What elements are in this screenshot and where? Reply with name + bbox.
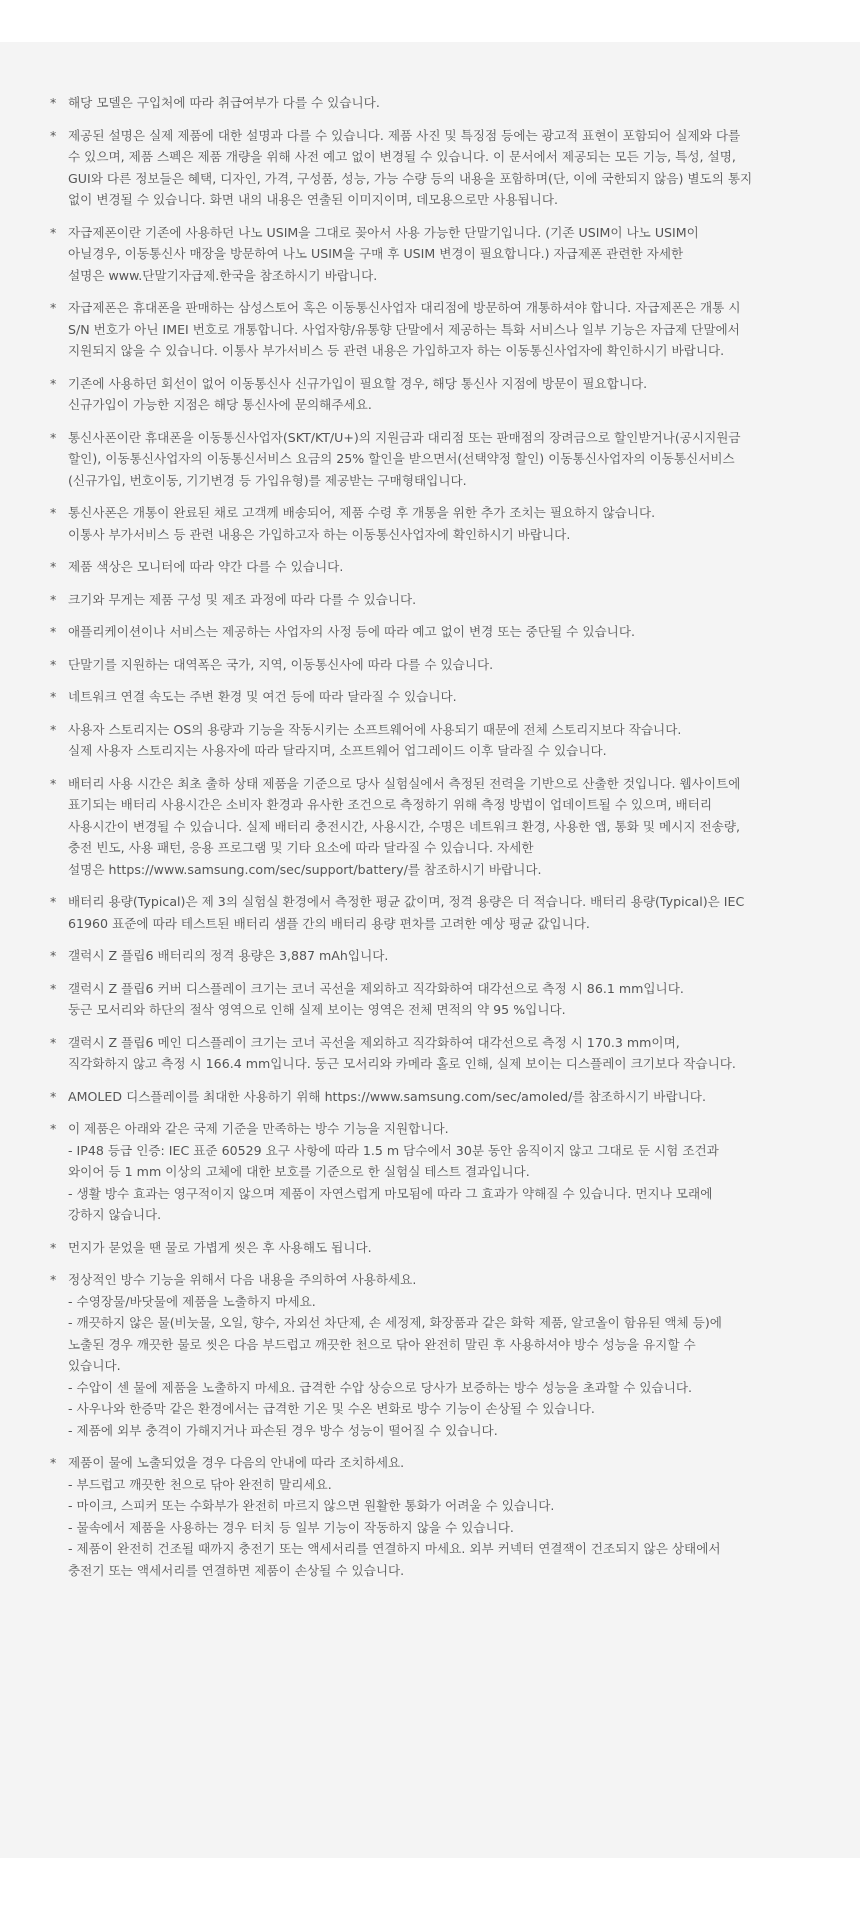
disclaimer-note	[50, 502, 820, 545]
disclaimer-line: 배터리 사용 시간은 최초 출하 상태 제품을 기준으로 당사 실험실에서 측정된 전력을 기반으로 산출한 것입니다. 웹사이트에	[68, 775, 741, 791]
disclaimer-line: 신규가입이 가능한 지점은 해당 통신사에 문의해주세요.	[68, 397, 372, 412]
disclaimer-note	[50, 427, 820, 492]
disclaimer-line: - 마이크, 스피커 또는 수화부가 완전히 마르지 않으면 원활한 통화가 어려울 수 있습니다.	[68, 1498, 555, 1513]
disclaimer-line: S/N 번호가 아닌 IMEI 번호로 개통합니다. 사업자향/유통향 단말에서 제공하는 특화 서비스나 일부 기능은 자급제 단말에서	[68, 321, 740, 337]
bullet-asterisk: *	[50, 1121, 57, 1136]
disclaimer-note	[50, 719, 820, 762]
disclaimer-line: 강하지 않습니다.	[68, 1207, 162, 1222]
disclaimer-note	[50, 1086, 820, 1108]
disclaimer-line: 할인), 이동통신사업자의 이동통신서비스 요금의 25% 할인을 받으면서(선택약정 할인) 이동통신사업자의 이동통신서비스	[68, 451, 735, 466]
disclaimer-note	[50, 1118, 820, 1226]
disclaimer-line: 표기되는 배터리 사용시간은 소비자 환경과 유사한 조건으로 측정하기 위해 측정 방법이 업데이트될 수 있으며, 배터리	[68, 797, 712, 812]
disclaimer-line: 있습니다.	[68, 1358, 121, 1373]
disclaimer-note	[50, 125, 820, 211]
disclaimer-line: 노출된 경우 깨끗한 물로 씻은 다음 부드럽고 깨끗한 천으로 닦아 완전히 말린 후 사용하셔야 방수 성능을 유지할 수	[68, 1336, 696, 1352]
bullet-asterisk: *	[50, 559, 57, 574]
disclaimer-note	[50, 621, 820, 643]
disclaimer-line: 애플리케이션이나 서비스는 제공하는 사업자의 사정 등에 따라 예고 없이 변경 또는 중단될 수 있습니다.	[68, 624, 635, 639]
disclaimer-line: 61960 표준에 따라 테스트된 배터리 샘플 간의 배터리 용량 편차를 고려한 예상 평균 값입니다.	[68, 915, 590, 931]
disclaimer-line: 직각화하지 않고 측정 시 166.4 mm입니다. 둥근 모서리와 카메라 홀로 인해, 실제 보이는 디스플레이 크기보다 작습니다.	[68, 1056, 736, 1071]
bullet-asterisk: *	[50, 894, 57, 909]
disclaimer-line: 둥근 모서리와 하단의 절삭 영역으로 인해 실제 보이는 영역은 전체 면적의 약 95 %입니다.	[68, 1002, 566, 1017]
disclaimer-line: 제품 색상은 모니터에 따라 약간 다를 수 있습니다.	[68, 559, 344, 574]
disclaimer-line: 제공된 설명은 실제 제품에 대한 설명과 다를 수 있습니다. 제품 사진 및 특징점 등에는 광고적 표현이 포함되어 실제와 다를	[68, 127, 741, 143]
disclaimer-line: - 사우나와 한증막 같은 환경에서는 급격한 기온 및 수온 변화로 방수 기능이 손상될 수 있습니다.	[68, 1401, 595, 1416]
disclaimer-line: 먼지가 묻었을 땐 물로 가볍게 씻은 후 사용해도 됩니다.	[68, 1239, 372, 1255]
disclaimer-line: 기존에 사용하던 회선이 없어 이동통신사 신규가입이 필요할 경우, 해당 통신사 지점에 방문이 필요합니다.	[68, 375, 648, 391]
bullet-asterisk: *	[50, 1034, 57, 1050]
bullet-asterisk: *	[50, 980, 57, 996]
disclaimer-note	[50, 92, 820, 114]
disclaimer-line: 정상적인 방수 기능을 위해서 다음 내용을 주의하여 사용하세요.	[68, 1272, 417, 1287]
disclaimer-line: 제품이 물에 노출되었을 경우 다음의 안내에 따라 조치하세요.	[68, 1455, 405, 1470]
bullet-asterisk: *	[50, 95, 57, 110]
disclaimer-line: - IP48 등급 인증: IEC 표준 60529 요구 사항에 따라 1.5 m 담수에서 30분 동안 움직이지 않고 그대로 둔 시험 조건과	[68, 1142, 719, 1158]
disclaimer-note	[50, 222, 820, 287]
disclaimer-line: 갤럭시 Z 플립6 커버 디스플레이 크기는 코너 곡선을 제외하고 직각화하여 대각선으로 측정 시 86.1 mm입니다.	[68, 980, 684, 996]
disclaimer-line: 이 제품은 아래와 같은 국제 기준을 만족하는 방수 기능을 지원합니다.	[68, 1121, 449, 1136]
bullet-asterisk: *	[50, 689, 57, 704]
bullet-asterisk: *	[50, 429, 57, 445]
disclaimer-line: 설명은 https://www.samsung.com/sec/support/battery/를 참조하시기 바랍니다.	[68, 861, 542, 877]
disclaimer-line: - 물속에서 제품을 사용하는 경우 터치 등 일부 기능이 작동하지 않을 수 있습니다.	[68, 1519, 514, 1535]
disclaimer-line: 갤럭시 Z 플립6 배터리의 정격 용량은 3,887 mAh입니다.	[68, 948, 389, 963]
bullet-asterisk: *	[50, 591, 57, 607]
disclaimer-line: - 부드럽고 깨끗한 천으로 닦아 완전히 말리세요.	[68, 1476, 332, 1492]
page-header-blank	[0, 0, 860, 42]
disclaimer-line: 통신사폰은 개통이 완료된 채로 고객께 배송되어, 제품 수령 후 개통을 위한 추가 조치는 필요하지 않습니다.	[68, 505, 656, 520]
disclaimer-note	[50, 978, 820, 1021]
disclaimer-line: 자급제폰은 휴대폰을 판매하는 삼성스토어 혹은 이동통신사업자 대리점에 방문하여 개통하셔야 합니다. 자급제폰은 개통 시	[68, 300, 741, 315]
bullet-asterisk: *	[50, 505, 57, 520]
disclaimer-note	[50, 1032, 820, 1075]
disclaimer-line: - 수압이 센 물에 제품을 노출하지 마세요. 급격한 수압 상승으로 당사가 보증하는 방수 성능을 초과할 수 있습니다.	[68, 1379, 693, 1395]
disclaimer-note	[50, 373, 820, 416]
disclaimer-line: 충전기 또는 액세서리를 연결하면 제품이 손상될 수 있습니다.	[68, 1562, 405, 1578]
disclaimer-line: 자급제폰이란 기존에 사용하던 나노 USIM을 그대로 꽂아서 사용 가능한 단말기입니다. (기존 USIM이 나노 USIM이	[68, 224, 699, 240]
page-footer-blank	[0, 1858, 860, 1908]
disclaimer-line: 수 있으며, 제품 스펙은 제품 개량을 위해 사전 예고 없이 변경될 수 있습니다. 이 문서에서 제공되는 모든 기능, 특성, 설명,	[68, 149, 736, 164]
disclaimer-line: 지원되지 않을 수 있습니다. 이통사 부가서비스 등 관련 내용은 가입하고자 하는 이동통신사업자에 확인하시기 바랍니다.	[68, 343, 725, 358]
disclaimer-line: 단말기를 지원하는 대역폭은 국가, 지역, 이동통신사에 따라 다를 수 있습니다.	[68, 656, 494, 672]
disclaimer-note	[50, 945, 820, 967]
bullet-asterisk: *	[50, 721, 57, 737]
disclaimer-note	[50, 773, 820, 881]
bullet-asterisk: *	[50, 1272, 57, 1287]
disclaimer-note	[50, 297, 820, 362]
disclaimer-panel	[0, 42, 860, 1858]
disclaimer-line: 크기와 무게는 제품 구성 및 제조 과정에 따라 다를 수 있습니다.	[68, 591, 417, 607]
disclaimer-line: - 수영장물/바닷물에 제품을 노출하지 마세요.	[68, 1293, 316, 1309]
disclaimer-note	[50, 654, 820, 676]
disclaimer-line: 해당 모델은 구입처에 따라 취급여부가 다를 수 있습니다.	[68, 95, 380, 110]
bullet-asterisk: *	[50, 300, 57, 315]
bullet-asterisk: *	[50, 1455, 57, 1470]
disclaimer-line: - 생활 방수 효과는 영구적이지 않으며 제품이 자연스럽게 마모됨에 따라 그 효과가 약해질 수 있습니다. 먼지나 모래에	[68, 1185, 713, 1201]
bullet-asterisk: *	[50, 127, 57, 143]
bullet-asterisk: *	[50, 1239, 57, 1255]
bullet-asterisk: *	[50, 624, 57, 639]
disclaimer-note	[50, 686, 820, 708]
disclaimer-line: - 제품이 완전히 건조될 때까지 충전기 또는 액세서리를 연결하지 마세요. 외부 커넥터 연결잭이 건조되지 않은 상태에서	[68, 1541, 721, 1556]
disclaimer-line: - 깨끗하지 않은 물(비눗물, 오일, 향수, 자외선 차단제, 손 세정제, 화장품과 같은 화학 제품, 알코올이 함유된 액체 등)에	[68, 1315, 722, 1330]
disclaimer-note	[50, 1237, 820, 1259]
disclaimer-line: GUI와 다른 정보들은 혜택, 디자인, 가격, 구성품, 성능, 가능 수량 등의 내용을 포함하며(단, 이에 국한되지 않음) 별도의 통지	[68, 170, 753, 186]
disclaimer-line: 이통사 부가서비스 등 관련 내용은 가입하고자 하는 이동통신사업자에 확인하시기 바랍니다.	[68, 526, 571, 542]
disclaimer-line: 사용자 스토리지는 OS의 용량과 기능을 작동시키는 소프트웨어에 사용되기 때문에 전체 스토리지보다 작습니다.	[68, 721, 682, 737]
disclaimer-line: 아닐경우, 이동통신사 매장을 방문하여 나노 USIM을 구매 후 USIM 변경이 필요합니다.) 자급제폰 관련한 자세한	[68, 246, 684, 261]
bullet-asterisk: *	[50, 656, 57, 672]
disclaimer-list	[50, 92, 820, 1592]
disclaimer-line: 배터리 용량(Typical)은 제 3의 실험실 환경에서 측정한 평균 값이며, 정격 용량은 더 적습니다. 배터리 용량(Typical)은 IEC	[68, 894, 745, 909]
disclaimer-note	[50, 556, 820, 578]
bullet-asterisk: *	[50, 948, 57, 963]
disclaimer-line: 사용시간이 변경될 수 있습니다. 실제 배터리 충전시간, 사용시간, 수명은 네트워크 환경, 사용한 앱, 통화 및 메시지 전송량,	[68, 818, 741, 834]
bullet-asterisk: *	[50, 1088, 57, 1104]
disclaimer-line: 없이 변경될 수 있습니다. 화면 내의 내용은 연출된 이미지이며, 데모용으로만 사용됩니다.	[68, 192, 559, 207]
disclaimer-line: (신규가입, 번호이동, 기기변경 등 가입유형)를 제공받는 구매형태입니다.	[68, 472, 467, 488]
disclaimer-note	[50, 891, 820, 934]
bullet-asterisk: *	[50, 775, 57, 791]
disclaimer-line: 설명은 www.단말기자급제.한국을 참조하시기 바랍니다.	[68, 267, 378, 283]
disclaimer-line: AMOLED 디스플레이를 최대한 사용하기 위해 https://www.samsung.com/sec/amoled/를 참조하시기 바랍니다.	[68, 1088, 706, 1104]
disclaimer-line: 실제 사용자 스토리지는 사용자에 따라 달라지며, 소프트웨어 업그레이드 이후 달라질 수 있습니다.	[68, 743, 607, 758]
bullet-asterisk: *	[50, 224, 57, 240]
disclaimer-note	[50, 589, 820, 611]
disclaimer-line: 와이어 등 1 mm 이상의 고체에 대한 보호를 기준으로 한 실험실 테스트 결과입니다.	[68, 1164, 530, 1179]
disclaimer-line: 갤럭시 Z 플립6 메인 디스플레이 크기는 코너 곡선을 제외하고 직각화하여 대각선으로 측정 시 170.3 mm이며,	[68, 1034, 680, 1050]
disclaimer-line: - 제품에 외부 충격이 가해지거나 파손된 경우 방수 성능이 떨어질 수 있습니다.	[68, 1422, 498, 1438]
disclaimer-line: 충전 빈도, 사용 패턴, 응용 프로그램 및 기타 요소에 따라 달라질 수 있습니다. 자세한	[68, 840, 534, 855]
disclaimer-note	[50, 1452, 820, 1581]
disclaimer-line: 통신사폰이란 휴대폰을 이동통신사업자(SKT/KT/U+)의 지원금과 대리점 또는 판매점의 장려금으로 할인받거나(공시지원금	[68, 429, 741, 445]
disclaimer-note	[50, 1269, 820, 1441]
bullet-asterisk: *	[50, 375, 57, 391]
disclaimer-line: 네트워크 연결 속도는 주변 환경 및 여건 등에 따라 달라질 수 있습니다.	[68, 689, 457, 704]
